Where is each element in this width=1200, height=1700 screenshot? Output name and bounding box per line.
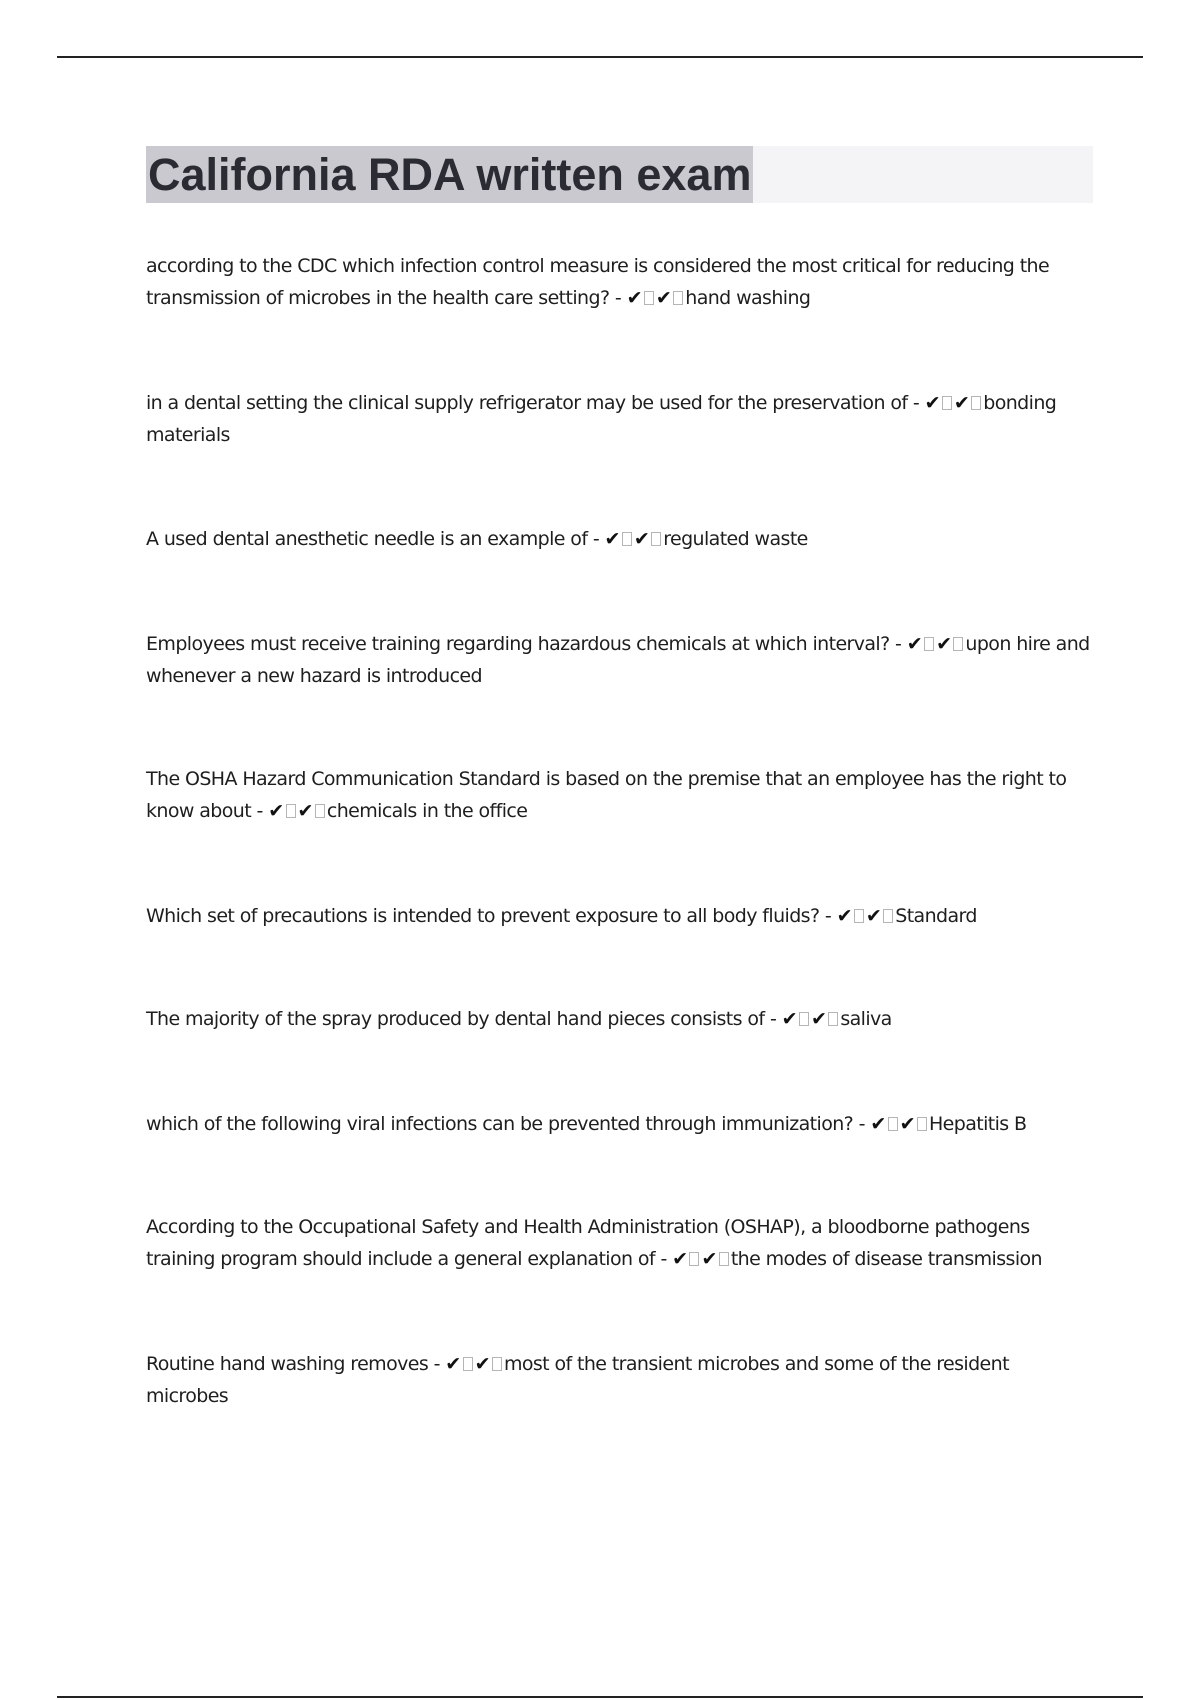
checkbox-glyph-icon <box>888 1117 898 1131</box>
question-text: According to the Occupational Safety and Health Administration (OSHAP), a bloodborne pathogens training program should include a general explanation of <box>146 1216 1030 1270</box>
qa-item-9 <box>146 1211 1096 1275</box>
check-mark-icon: ✔ <box>836 905 852 927</box>
qa-item-1 <box>146 250 1096 314</box>
answer-separator: - <box>764 1008 782 1030</box>
checkbox-glyph-icon <box>828 1012 838 1026</box>
check-mark-icon: ✔ <box>906 633 923 655</box>
checkbox-glyph-icon <box>622 532 632 546</box>
checkbox-glyph-icon <box>463 1357 473 1371</box>
qa-item-3 <box>146 523 1096 555</box>
qa-item-5 <box>146 763 1096 827</box>
answer-text: saliva <box>840 1008 892 1030</box>
checkbox-glyph-icon <box>917 1117 927 1131</box>
qa-item-10 <box>146 1348 1096 1412</box>
checkbox-glyph-icon <box>854 909 864 923</box>
answer-separator: - <box>889 633 907 655</box>
bottom-rule <box>57 1696 1143 1698</box>
check-mark-icon: ✔ <box>626 287 642 309</box>
check-mark-icon: ✔ <box>865 905 882 927</box>
question-text: which of the following viral infections can be prevented through immunization? <box>146 1113 854 1135</box>
answer-text: most of the transient microbes and some of the resident microbes <box>146 1353 1009 1407</box>
question-text: Which set of precautions is intended to prevent exposure to all body fluids? <box>146 905 820 927</box>
check-mark-icon: ✔ <box>924 392 940 414</box>
question-text: A used dental anesthetic needle is an example of <box>146 528 588 550</box>
qa-item-2 <box>146 387 1096 451</box>
check-mark-icon: ✔ <box>870 1113 886 1135</box>
check-mark-icon: ✔ <box>936 633 952 655</box>
checkbox-glyph-icon <box>673 291 683 305</box>
checkbox-glyph-icon <box>942 396 952 410</box>
question-text: Routine hand washing removes <box>146 1353 429 1375</box>
check-mark-icon: ✔ <box>781 1008 797 1030</box>
checkbox-glyph-icon <box>689 1252 699 1266</box>
answer-separator: - <box>428 1353 446 1375</box>
check-mark-icon: ✔ <box>899 1113 915 1135</box>
question-text: The OSHA Hazard Communication Standard is based on the premise that an employee has the right to know about <box>146 768 1067 822</box>
check-mark-icon: ✔ <box>604 528 620 550</box>
answer-separator: - <box>819 905 837 927</box>
answer-separator: - <box>853 1113 871 1135</box>
checkbox-glyph-icon <box>286 804 296 818</box>
question-text: in a dental setting the clinical supply refrigerator may be used for the preservation of <box>146 392 908 414</box>
check-mark-icon: ✔ <box>701 1248 717 1270</box>
answer-separator: - <box>587 528 605 550</box>
check-mark-icon: ✔ <box>953 392 970 414</box>
answer-text: upon hire and whenever a new hazard is introduced <box>146 633 1090 687</box>
checkbox-glyph-icon <box>719 1252 729 1266</box>
check-mark-icon: ✔ <box>445 1353 461 1375</box>
answer-text: Hepatitis B <box>928 1113 1027 1135</box>
answer-text: chemicals in the office <box>326 800 528 822</box>
checkbox-glyph-icon <box>492 1357 502 1371</box>
answer-separator: - <box>609 287 627 309</box>
checkbox-glyph-icon <box>799 1012 809 1026</box>
answer-separator: - <box>655 1248 673 1270</box>
checkbox-glyph-icon <box>924 637 934 651</box>
qa-item-8 <box>146 1108 1096 1140</box>
checkbox-glyph-icon <box>644 291 654 305</box>
check-mark-icon: ✔ <box>655 287 672 309</box>
answer-text: regulated waste <box>663 528 808 550</box>
answer-text: Standard <box>895 905 977 927</box>
check-mark-icon: ✔ <box>268 800 284 822</box>
answer-separator: - <box>251 800 269 822</box>
question-text: Employees must receive training regarding hazardous chemicals at which interval? <box>146 633 890 655</box>
check-mark-icon: ✔ <box>672 1248 688 1270</box>
checkbox-glyph-icon <box>971 396 981 410</box>
checkbox-glyph-icon <box>883 909 893 923</box>
question-text: The majority of the spray produced by dental hand pieces consists of <box>146 1008 765 1030</box>
check-mark-icon: ✔ <box>474 1353 490 1375</box>
answer-text: bonding materials <box>146 392 1057 446</box>
qa-item-4 <box>146 628 1096 692</box>
qa-item-6 <box>146 900 1096 932</box>
answer-text: the modes of disease transmission <box>730 1248 1042 1270</box>
check-mark-icon: ✔ <box>810 1008 827 1030</box>
question-text: according to the CDC which infection control measure is considered the most critical for reducing the transmission of microbes in the health care setting? <box>146 255 1050 309</box>
checkbox-glyph-icon <box>651 532 661 546</box>
checkbox-glyph-icon <box>315 804 325 818</box>
answer-text: hand washing <box>685 287 811 309</box>
document-title: California RDA written exam <box>146 146 753 203</box>
qa-item-7 <box>146 1003 1096 1035</box>
top-rule <box>57 56 1143 58</box>
answer-separator: - <box>907 392 925 414</box>
check-mark-icon: ✔ <box>297 800 313 822</box>
checkbox-glyph-icon <box>953 637 963 651</box>
check-mark-icon: ✔ <box>633 528 650 550</box>
